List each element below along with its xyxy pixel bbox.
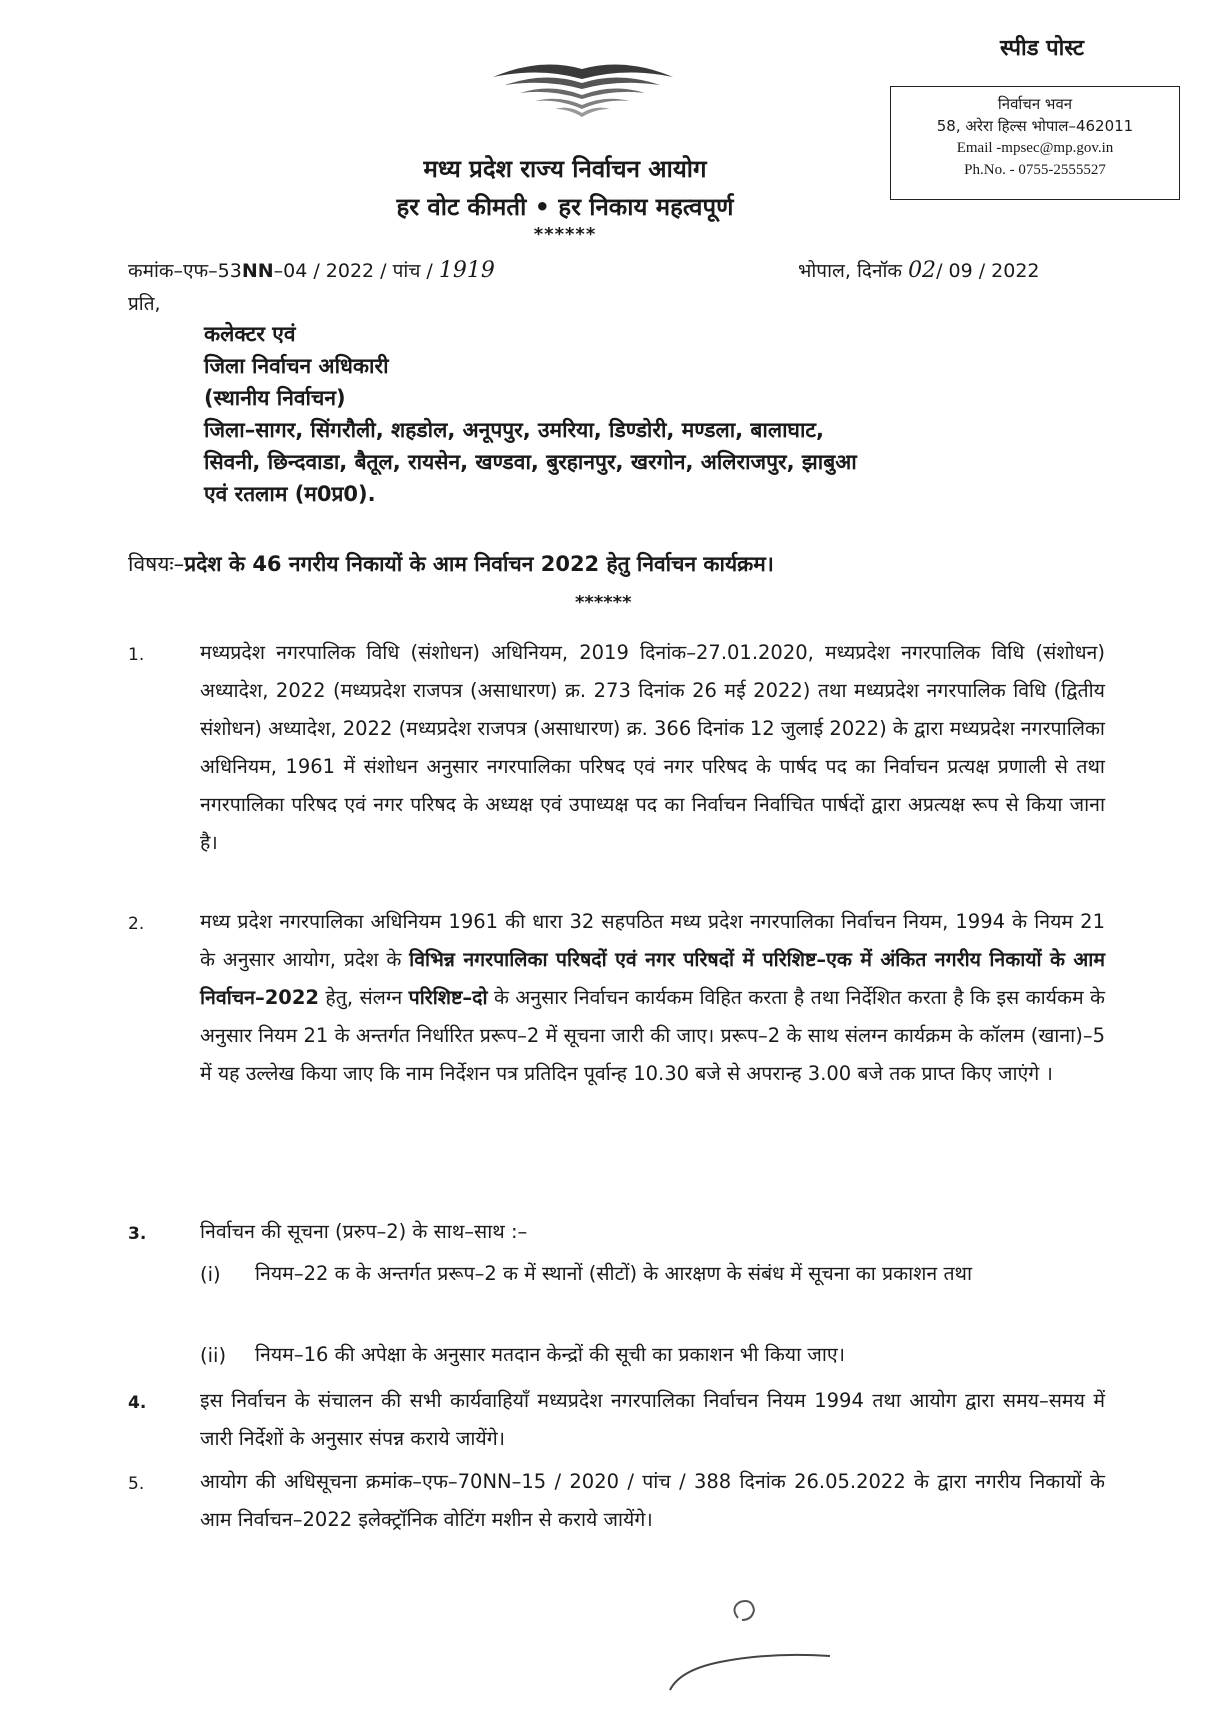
- addressee-line-2: जिला निर्वाचन अधिकारी: [204, 354, 389, 378]
- address-box: [890, 86, 1180, 200]
- addressee-line-1: कलेक्टर एवं: [204, 322, 296, 346]
- subject-label: विषयः–: [128, 552, 185, 576]
- subject-text: प्रदेश के 46 नगरीय निकायों के आम निर्वाचन 2022 हेतु निर्वाचन कार्यक्रम।: [184, 552, 774, 576]
- letter-date: [798, 257, 1040, 283]
- commission-logo: [485, 55, 680, 125]
- addressee-line-3: (स्थानीय निर्वाचन): [204, 386, 346, 410]
- addressee-line-4: जिला–सागर, सिंगरौली, शहडोल, अनूपपुर, उमरिया, डिण्डोरी, मण्डला, बालाघाट,: [204, 418, 824, 442]
- date-prefix: भोपाल, दिनॉक: [798, 260, 909, 282]
- paragraph-5-number: 5.: [128, 1474, 145, 1494]
- addressee-block: [204, 318, 1104, 510]
- paragraph-2-number: 2.: [128, 914, 145, 934]
- paragraph-3-text: निर्वाचन की सूचना (प्ररुप–2) के साथ–साथ :–: [200, 1220, 528, 1243]
- paragraph-2-part-a: मध्य प्रदेश नगरपालिका अधिनियम 1961 की धारा 32 सहपठित मध्य प्रदेश नगरपालिका निर्वाचन नियम, 1994 के नियम 21 के अनुसार आयोग, प्रदेश के: [200, 910, 1105, 971]
- paragraph-3-item-2-number: (ii): [200, 1344, 227, 1367]
- organization-name: मध्य प्रदेश राज्य निर्वाचन आयोग: [423, 155, 707, 183]
- paragraph-2-part-c: के अनुसार निर्वाचन कार्यकम विहित करता है तथा निर्देशित करता है कि इस कार्यकम के अनुसार नियम 21 के अन्तर्गत निर्धारित प्ररूप–2 में सूचना जारी की जाए। प्ररूप–2 के साथ संलग्न कार्यक्रम के कॉलम (खाना)–5 में यह उल्लेख किया जाए कि नाम निर्देशन पत्र प्रतिदिन पूर्वान्ह 10.30 बजे से अपरान्ह 3.00 बजे तक प्राप्त किए जाएंगे ।: [200, 986, 1106, 1085]
- paragraph-1-text: मध्यप्रदेश नगरपालिक विधि (संशोधन) अधिनियम, 2019 दिनांक–27.01.2020, मध्यप्रदेश नगरपालिक विधि (संशोधन) अध्यादेश, 2022 (मध्यप्रदेश राजपत्र (असाधारण) क्र. 273 दिनांक 26 मई 2022) तथा मध्यप्रदेश नगरपालिक विधि (द्वितीय संशोधन) अध्यादेश, 2022 (मध्यप्रदेश राजपत्र (असाधारण) क्र. 366 दिनांक 12 जुलाई 2022) के द्वारा मध्यप्रदेश नगरपालिका अधिनियम, 1961 में संशोधन अनुसार नगरपालिका परिषद एवं नगर परिषद के पार्षद पद का निर्वाचन प्रत्यक्ष प्रणाली से तथा नगरपालिका परिषद एवं नगर परिषद के अध्यक्ष एवं उपाध्यक्ष पद का निर्वाचन निर्वाचित पार्षदों द्वारा अप्रत्यक्ष रूप से किया जाना है।: [200, 641, 1105, 854]
- address-line-1: निर्वाचन भवन: [997, 95, 1073, 113]
- paragraph-2-bold-a: विभिन्न नगरपालिका परिषदों एवं नगर परिषदों में परिशिष्ट–एक में अंकित नगरीय निकायों के आम निर्वाचन–2022: [200, 948, 1105, 1009]
- slogan: हर वोट कीमती • हर निकाय महत्वपूर्ण: [396, 193, 734, 221]
- reference-suffix: –04 / 2022 / पांच /: [273, 260, 439, 282]
- speed-post-label: स्पीड पोस्ट: [1000, 36, 1085, 61]
- addressee-line-5: सिवनी, छिन्दवाडा, बैतूल, रायसेन, खण्डवा, बुरहानपुर, खरगोन, अलिराजपुर, झाबुआ: [204, 450, 857, 474]
- subject-stars: ******: [575, 592, 632, 613]
- date-suffix: / 09 / 2022: [936, 260, 1040, 282]
- header-stars: ******: [533, 224, 597, 245]
- subject-line: [128, 550, 774, 578]
- reference-number: [128, 257, 495, 283]
- paragraph-2-bold-b: परिशिष्ट–दो: [408, 986, 488, 1009]
- paragraph-2-text: [200, 903, 1105, 1093]
- paragraph-4-number: 4.: [128, 1393, 147, 1413]
- address-line-2: 58, अरेरा हिल्स भोपाल–462011: [936, 117, 1134, 135]
- signature: [660, 1590, 860, 1700]
- paragraph-4-text: इस निर्वाचन के संचालन की सभी कार्यवाहियॉं मध्यप्रदेश नगरपालिका निर्वाचन नियम 1994 तथा आयोग द्वारा समय–समय में जारी निर्देशों के अनुसार संपन्न कराये जायेंगे।: [200, 1389, 1105, 1450]
- to-label: प्रति,: [128, 293, 161, 315]
- paragraph-3-item-2-text: नियम–16 की अपेक्षा के अनुसार मतदान केन्द्रों की सूची का प्रकाशन भी किया जाए।: [255, 1343, 846, 1366]
- paragraph-5-text: आयोग की अधिसूचना क्रमांक–एफ–70NN–15 / 2020 / पांच / 388 दिनांक 26.05.2022 के द्वारा नगरीय निकायों के आम निर्वाचन–2022 इलेक्ट्रॉनिक वोटिंग मशीन से कराये जायेंगे।: [200, 1470, 1105, 1531]
- reference-prefix: कमांक–एफ–53: [128, 260, 242, 282]
- email-text: Email -mpsec@mp.gov.in: [956, 140, 1114, 156]
- reference-handwritten-number: 1919: [438, 258, 495, 283]
- paragraph-3-number: 3.: [128, 1224, 147, 1244]
- phone-text: Ph.No. - 0755-2555527: [964, 162, 1106, 178]
- reference-code: NN: [241, 260, 274, 282]
- addressee-line-6: एवं रतलाम (म0प्र0).: [204, 482, 376, 506]
- date-handwritten-day: 02: [908, 258, 937, 283]
- paragraph-1-number: 1.: [128, 645, 145, 665]
- paragraph-3-item-1-text: नियम–22 क के अन्तर्गत प्ररूप–2 क में स्थानों (सीटों) के आरक्षण के संबंध में सूचना का प्रकाशन तथा: [255, 1262, 973, 1285]
- letterhead: [300, 150, 830, 244]
- paragraph-3-item-1-number: (i): [200, 1263, 221, 1286]
- paragraph-2-part-b: हेतु, संलग्न: [319, 986, 409, 1009]
